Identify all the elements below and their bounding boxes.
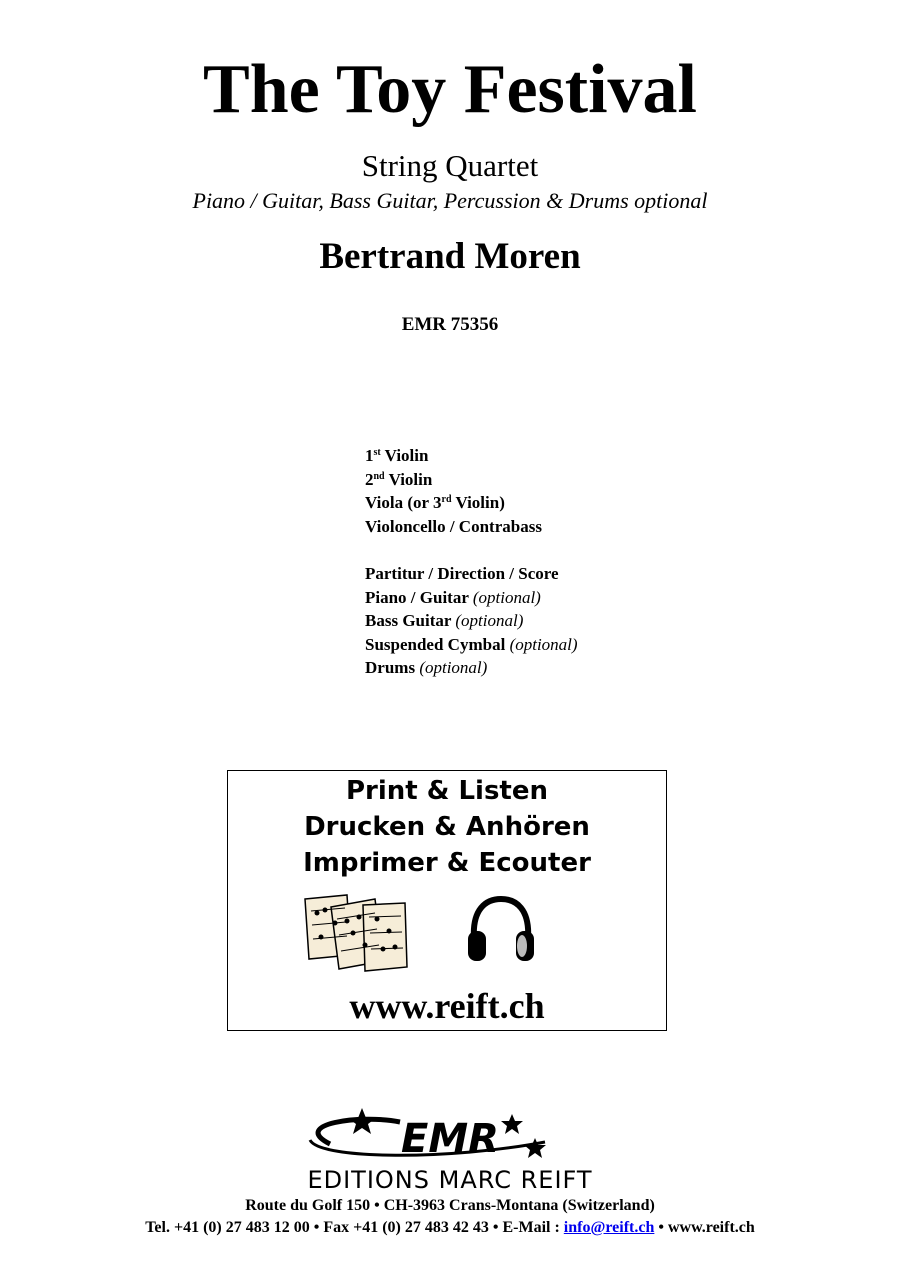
sheet-music-icon	[301, 893, 413, 973]
headphones-icon	[464, 895, 538, 965]
score-title: The Toy Festival	[203, 51, 697, 128]
part-label: Piano / Guitar	[365, 587, 469, 607]
part-label: Violin	[380, 446, 429, 465]
part-number: 2	[365, 469, 374, 489]
ordinal-suffix: st	[373, 447, 381, 458]
part-viola	[365, 491, 578, 515]
part-suspended-cymbal	[365, 633, 578, 657]
part-bass-guitar	[365, 609, 578, 633]
promo-line-english: Print & Listen	[345, 776, 549, 806]
website-url[interactable]: www.reift.ch	[349, 986, 545, 1026]
ordinal-suffix: rd	[441, 494, 452, 505]
part-violin-1	[365, 444, 578, 468]
part-number: 1	[365, 446, 374, 465]
part-label: Bass Guitar	[365, 611, 452, 630]
print-listen-box	[227, 770, 667, 1031]
spacer	[365, 538, 578, 562]
ordinal-suffix: nd	[373, 470, 385, 482]
part-piano-guitar	[365, 586, 578, 610]
publisher-contact	[0, 1218, 900, 1238]
optional-instrumentation: Piano / Guitar, Bass Guitar, Percussion & Drums optional	[192, 188, 708, 213]
svg-text:EDITIONS MARC REIFT: EDITIONS MARC REIFT	[307, 1166, 593, 1194]
optional-tag: (optional)	[509, 634, 578, 654]
part-drums	[365, 656, 578, 680]
optional-tag: (optional)	[472, 587, 541, 607]
publisher-address: Route du Golf 150 • CH-3963 Crans-Montana (Switzerland)	[245, 1197, 655, 1214]
optional-tag: (optional)	[455, 611, 524, 630]
promo-line-german: Drucken & Anhören	[304, 812, 590, 842]
svg-text:EMR: EMR	[401, 1116, 499, 1162]
part-label: Drums	[365, 658, 416, 677]
email-link[interactable]: info@reift.ch	[563, 1219, 655, 1236]
emr-logo	[250, 1108, 650, 1194]
part-label: Violin)	[451, 493, 505, 512]
composer-name: Bertrand Moren	[319, 236, 581, 277]
contact-phone-fax: Tel. +41 (0) 27 483 12 00 • Fax +41 (0) 27 483 42 43 • E-Mail :	[145, 1219, 564, 1236]
promo-line-french: Imprimer & Ecouter	[303, 848, 591, 878]
catalog-number: EMR 75356	[401, 314, 499, 335]
ensemble-subtitle: String Quartet	[361, 148, 539, 183]
part-label: Suspended Cymbal	[365, 634, 506, 654]
parts-list	[365, 444, 578, 680]
contact-website: • www.reift.ch	[654, 1219, 755, 1236]
part-cello: Violoncello / Contrabass	[365, 516, 542, 536]
part-label: Viola (or 3	[365, 493, 442, 512]
optional-tag: (optional)	[419, 658, 488, 677]
part-label: Violin	[384, 469, 433, 489]
part-score: Partitur / Direction / Score	[365, 564, 559, 583]
part-violin-2	[365, 468, 578, 492]
